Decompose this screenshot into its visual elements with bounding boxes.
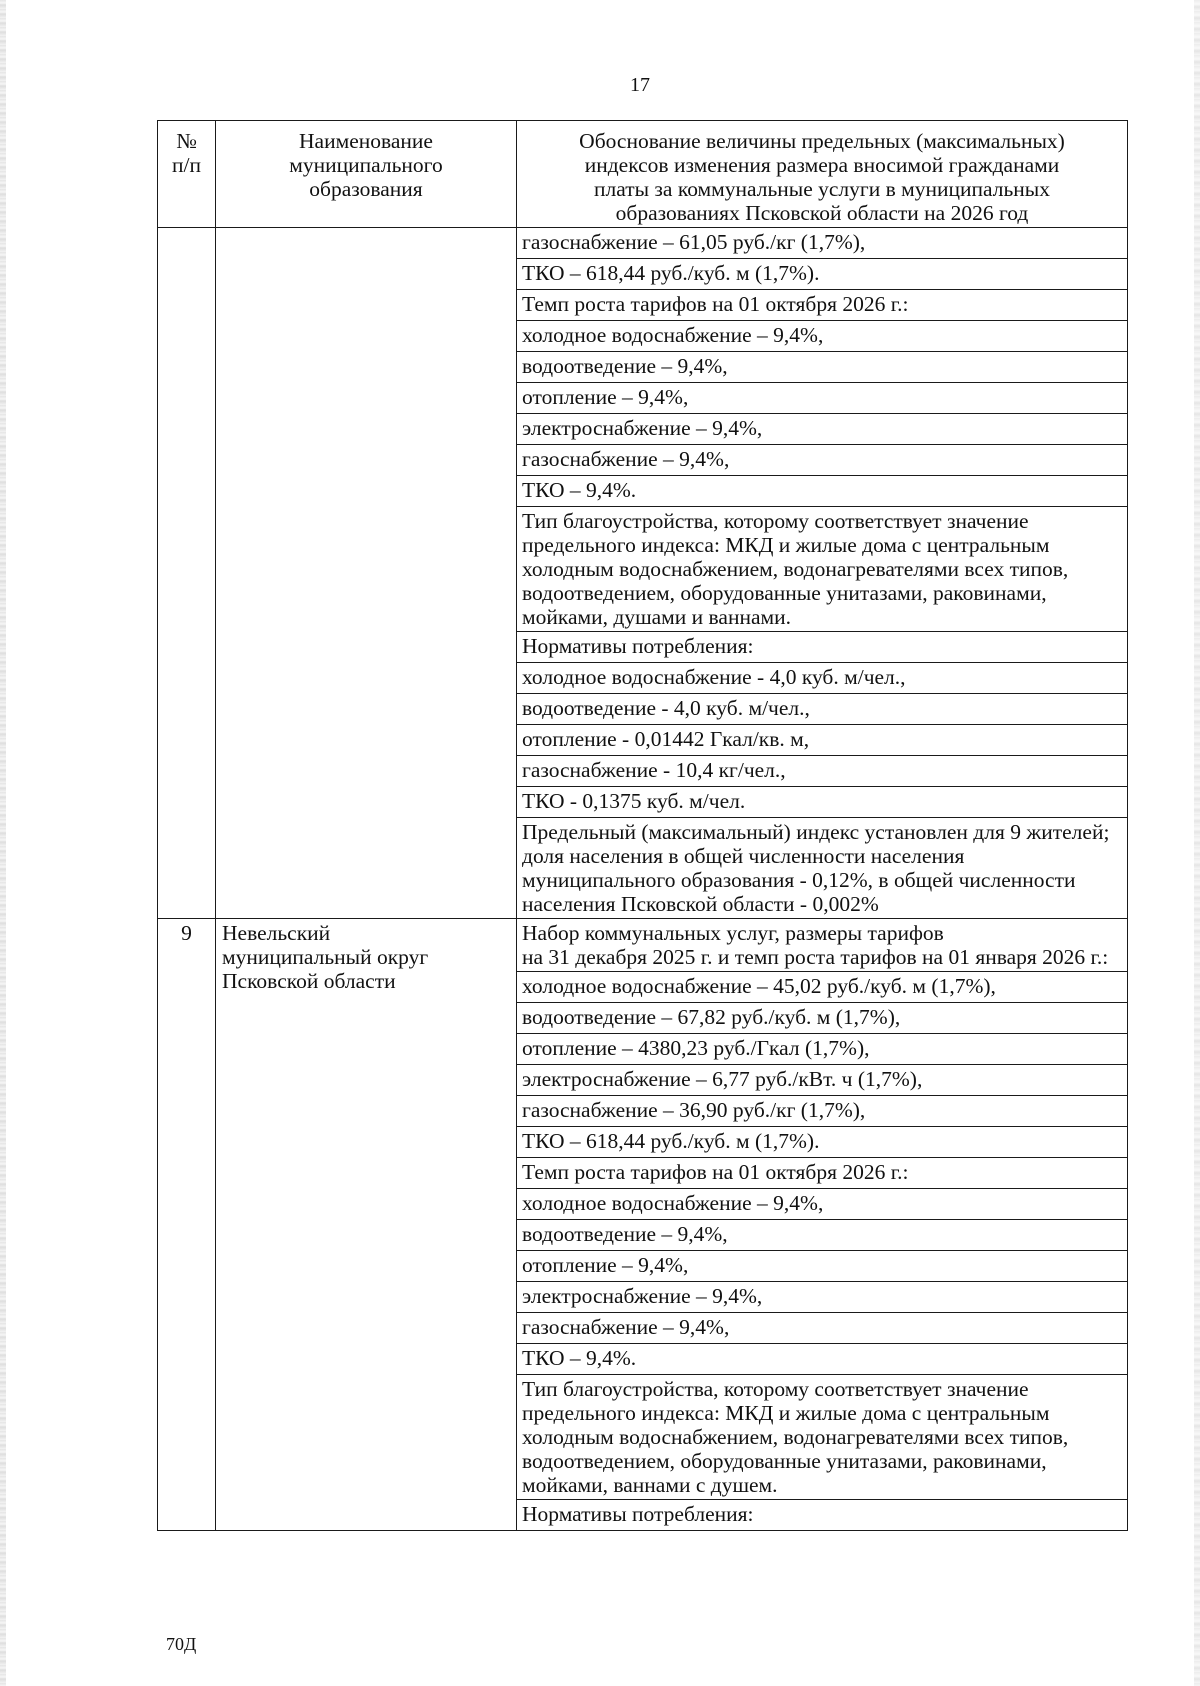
justification-line: Предельный (максимальный) индекс установлен для 9 жителей; доля населения в общей численности населения муниципального образования - 0,12%, в общей численности населения Псковской области - 0,002%	[522, 820, 1110, 916]
justification-line: Нормативы потребления:	[517, 632, 1127, 663]
justification-line: холодное водоснабжение – 45,02 руб./куб. м (1,7%),	[517, 972, 1127, 1003]
justification-line: отопление – 9,4%,	[517, 1251, 1127, 1282]
tariff-table	[157, 120, 1128, 1531]
justification-line: Темп роста тарифов на 01 октября 2026 г.:	[517, 1158, 1127, 1189]
justification-line: электроснабжение – 9,4%,	[517, 1282, 1127, 1313]
justification-line: водоотведение – 9,4%,	[517, 1220, 1127, 1251]
header-name: Наименование муниципального образования	[216, 121, 517, 228]
page-number: 17	[630, 74, 650, 96]
justification-line: холодное водоснабжение – 9,4%,	[517, 1189, 1127, 1220]
header-desc: Обоснование величины предельных (максимальных) индексов изменения размера вносимой гражданами платы за коммунальные услуги в муниципальных образованиях Псковской области на 2026 год	[517, 121, 1128, 228]
justification-line: газоснабжение – 9,4%,	[517, 445, 1127, 476]
justification-line: электроснабжение – 9,4%,	[517, 414, 1127, 445]
cell-justification	[517, 228, 1128, 919]
table-row	[158, 919, 1128, 1531]
scan-edge-right	[1194, 0, 1200, 1686]
justification-line: ТКО - 0,1375 куб. м/чел.	[517, 787, 1127, 818]
scan-edge-left	[0, 0, 6, 1686]
justification-line: газоснабжение - 10,4 кг/чел.,	[517, 756, 1127, 787]
table-body	[158, 228, 1128, 1531]
justification-line: водоотведение – 9,4%,	[517, 352, 1127, 383]
cell-row-number	[158, 228, 216, 919]
justification-line: водоотведение – 67,82 руб./куб. м (1,7%),	[517, 1003, 1127, 1034]
table-header-row	[158, 121, 1128, 228]
justification-line: отопление - 0,01442 Гкал/кв. м,	[517, 725, 1127, 756]
justification-line: отопление – 9,4%,	[517, 383, 1127, 414]
cell-row-number: 9	[158, 919, 216, 1531]
cell-municipality-name	[216, 228, 517, 919]
justification-line: ТКО – 618,44 руб./куб. м (1,7%).	[517, 259, 1127, 290]
justification-line: Набор коммунальных услуг, размеры тарифов на 31 декабря 2025 г. и темп роста тарифов на 01 января 2026 г.:	[517, 919, 1127, 972]
justification-line: Нормативы потребления:	[522, 1502, 754, 1526]
table-row	[158, 228, 1128, 919]
header-num: № п/п	[158, 121, 216, 228]
justification-line: Темп роста тарифов на 01 октября 2026 г.:	[517, 290, 1127, 321]
justification-line: газоснабжение – 61,05 руб./кг (1,7%),	[517, 228, 1127, 259]
justification-line: ТКО – 9,4%.	[517, 1344, 1127, 1375]
justification-line: водоотведение - 4,0 куб. м/чел.,	[517, 694, 1127, 725]
justification-line: отопление – 4380,23 руб./Гкал (1,7%),	[517, 1034, 1127, 1065]
footer-mark: 70Д	[166, 1634, 197, 1654]
justification-line: газоснабжение – 9,4%,	[517, 1313, 1127, 1344]
cell-justification	[517, 919, 1128, 1531]
justification-line: холодное водоснабжение - 4,0 куб. м/чел.,	[517, 663, 1127, 694]
justification-line: Тип благоустройства, которому соответствует значение предельного индекса: МКД и жилые дома с центральным холодным водоснабжением, водонагревателями всех типов, водоотведением, оборудованные унитазами, раковинами, мойками, ваннами с душем.	[517, 1375, 1127, 1500]
justification-line: ТКО – 618,44 руб./куб. м (1,7%).	[517, 1127, 1127, 1158]
justification-line: Тип благоустройства, которому соответствует значение предельного индекса: МКД и жилые дома с центральным холодным водоснабжением, водонагревателями всех типов, водоотведением, оборудованные унитазами, раковинами, мойками, душами и ваннами.	[517, 507, 1127, 632]
justification-line: холодное водоснабжение – 9,4%,	[517, 321, 1127, 352]
cell-municipality-name: Невельский муниципальный округ Псковской области	[216, 919, 517, 1531]
justification-line: электроснабжение – 6,77 руб./кВт. ч (1,7%),	[517, 1065, 1127, 1096]
justification-line: газоснабжение – 36,90 руб./кг (1,7%),	[517, 1096, 1127, 1127]
justification-line: ТКО – 9,4%.	[517, 476, 1127, 507]
